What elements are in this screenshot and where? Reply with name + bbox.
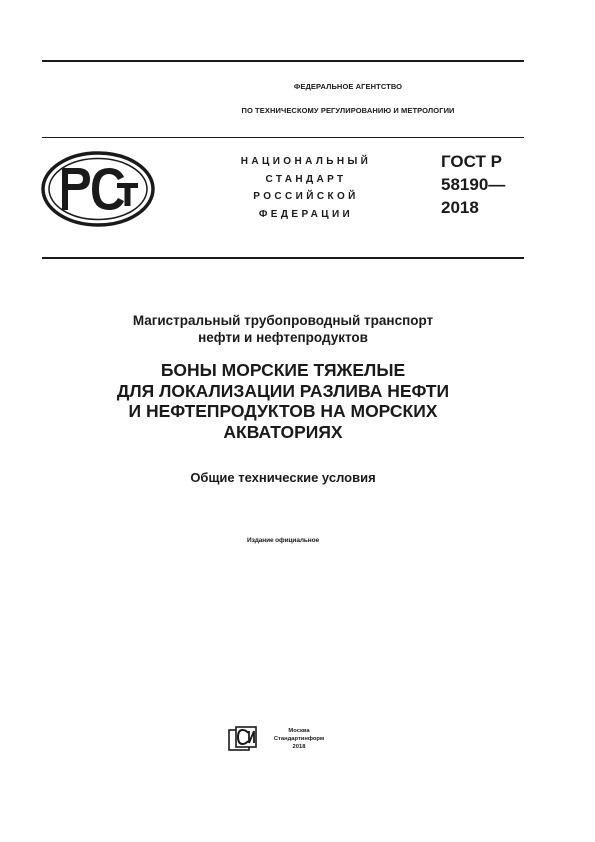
publisher-info bbox=[264, 727, 334, 751]
gost-code-line-2: 58190— bbox=[441, 175, 506, 194]
standartinform-logo-icon bbox=[228, 726, 258, 752]
gost-code-line-3: 2018 bbox=[441, 198, 479, 217]
header-bottom-rule bbox=[42, 257, 524, 259]
agency-line-2: ПО ТЕХНИЧЕСКОМУ РЕГУЛИРОВАНИЮ И МЕТРОЛОГИИ bbox=[241, 106, 455, 115]
subtitle-line-2: нефти и нефтепродуктов bbox=[198, 330, 368, 345]
title-line-2: ДЛЯ ЛОКАЛИЗАЦИИ РАЗЛИВА НЕФТИ bbox=[116, 380, 450, 401]
edition-label: Издание официальное bbox=[247, 537, 319, 544]
standard-type-line-3: РОССИЙСКОЙ bbox=[253, 191, 359, 202]
agency-line-1: ФЕДЕРАЛЬНОЕ АГЕНТСТВО bbox=[293, 82, 403, 91]
publisher-year: 2018 bbox=[292, 744, 306, 750]
rst-mark-icon bbox=[40, 150, 156, 228]
title-line-3: И НЕФТЕПРОДУКТОВ НА МОРСКИХ bbox=[128, 401, 438, 421]
standard-type bbox=[224, 153, 388, 223]
title-line-1: БОНЫ МОРСКИЕ ТЯЖЕЛЫЕ bbox=[160, 360, 406, 380]
gost-code bbox=[441, 150, 531, 219]
gost-code-line-1: ГОСТ Р bbox=[441, 152, 502, 171]
standard-type-line-4: ФЕДЕРАЦИИ bbox=[258, 208, 354, 220]
publisher-name: Стандартинформ bbox=[273, 736, 325, 742]
standard-type-line-1: НАЦИОНАЛЬНЫЙ bbox=[240, 156, 372, 167]
subtitle-line-1: Магистральный трубопроводный транспорт bbox=[132, 313, 434, 328]
document-part-title: Общие технические условия bbox=[190, 470, 376, 485]
document-title bbox=[42, 360, 524, 442]
standard-type-line-2: СТАНДАРТ bbox=[265, 173, 347, 185]
top-rule bbox=[42, 60, 524, 62]
publisher-city: Москва bbox=[288, 728, 310, 734]
document-subtitle bbox=[42, 312, 524, 346]
header-rule bbox=[42, 137, 524, 138]
title-line-4: АКВАТОРИЯХ bbox=[223, 421, 343, 442]
